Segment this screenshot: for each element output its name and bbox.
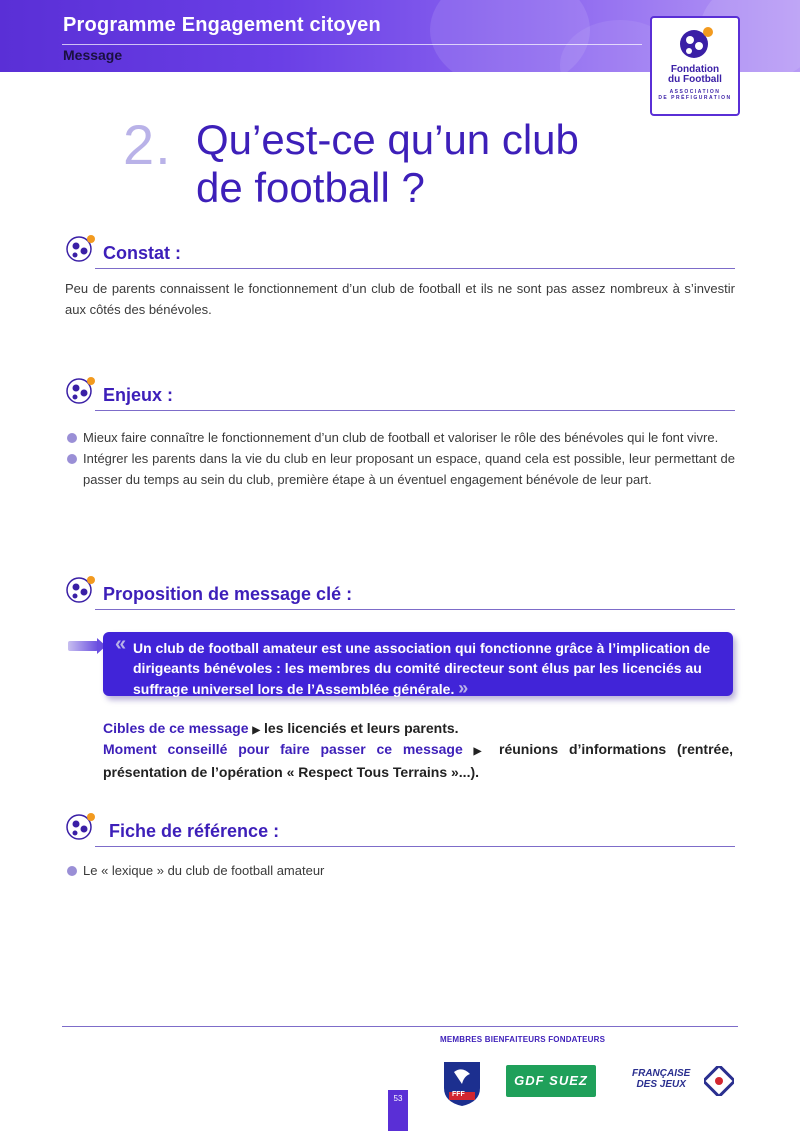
page-number: 53 <box>388 1090 408 1131</box>
fff-logo <box>440 1058 484 1113</box>
section-divider <box>95 609 735 610</box>
cibles-line <box>103 718 733 741</box>
fff-text: FFF <box>452 1091 465 1098</box>
fondation-logo <box>650 16 740 116</box>
logo-line1: Fondation <box>670 64 720 75</box>
quote-open: « <box>115 633 127 655</box>
moment-line <box>103 739 733 783</box>
section-heading-label: Constat : <box>103 243 181 263</box>
page-title <box>196 116 716 212</box>
page-title-line1: Qu’est-ce qu’un club <box>196 116 579 163</box>
section-heading-label: Enjeux : <box>103 385 174 405</box>
football-icon <box>65 233 97 263</box>
quote-close: » <box>458 678 469 698</box>
logo-line4: DE PRÉFIGURATION <box>658 95 732 101</box>
football-icon <box>65 574 97 604</box>
key-message-box <box>103 632 733 696</box>
section-divider <box>95 268 735 269</box>
pointer-icon: ▶ <box>252 725 261 736</box>
list-item: Mieux faire connaître le fonctionnement d’un club de football et valoriser le rôle des bénévoles qui le font vivre. <box>65 427 735 448</box>
list-item: Intégrer les parents dans la vie du club en leur proposant un espace, quand cela est possible, leur permettant de passer du temps au sein du club, première étape à un éventuel engagement bénévole de leur part. <box>65 448 735 490</box>
fdj-logo <box>632 1068 690 1090</box>
logo-line3: ASSOCIATION <box>669 89 721 95</box>
section-number: 2. <box>123 113 172 176</box>
gdf-suez-logo: GDF SUEZ <box>506 1065 596 1097</box>
page-title-line2: de football ? <box>196 164 425 211</box>
cibles-label: Cibles de ce message <box>103 720 249 736</box>
enjeux-list <box>65 427 735 490</box>
section-heading-enjeux <box>65 375 735 411</box>
fdj-clover-icon <box>704 1066 734 1096</box>
section-divider <box>95 410 735 411</box>
section-heading-proposition <box>65 574 735 610</box>
section-divider <box>95 846 735 847</box>
fdj-line1: FRANÇAISE <box>632 1068 691 1079</box>
members-label: MEMBRES BIENFAITEURS FONDATEURS <box>440 1035 606 1044</box>
program-subtitle: Message <box>63 47 123 63</box>
key-message-text: Un club de football amateur est une association qui fonctionne grâce à l’implication de dirigeants bénévoles : les membres du comité directeur sont élus par les licenciés au suffrage universel lors de l’Assemblée générale. <box>133 640 711 697</box>
fdj-line2: DES JEUX <box>636 1079 686 1090</box>
arrow-pointer-icon <box>68 641 98 651</box>
moment-label: Moment conseillé pour faire passer ce message <box>103 741 463 757</box>
section-heading-label: Fiche de référence : <box>109 821 280 841</box>
constat-text: Peu de parents connaissent le fonctionnement d’un club de football et ils ne sont pas assez nombreux à s’investir aux côtés des bénévoles. <box>65 281 735 317</box>
fiche-list <box>65 860 735 881</box>
section-heading-fiche <box>65 811 735 847</box>
cibles-text: les licenciés et leurs parents. <box>264 720 459 736</box>
program-title: Programme Engagement citoyen <box>63 14 381 36</box>
section-heading-label: Proposition de message clé : <box>103 584 353 604</box>
fff-crest-icon <box>440 1058 484 1108</box>
section-heading-constat <box>65 233 735 269</box>
pointer-icon: ▶ <box>473 746 489 757</box>
footer-divider <box>62 1026 738 1027</box>
list-item: Le « lexique » du club de football amateur <box>65 860 735 881</box>
football-icon <box>65 811 97 841</box>
moment-text: réunions d’informations (rentrée, présentation de l’opération « Respect Tous Terrains »...). <box>103 741 733 780</box>
logo-line2: du Football <box>668 74 722 85</box>
banner-divider <box>62 44 642 45</box>
football-icon <box>65 375 97 405</box>
football-logo-icon <box>672 24 718 60</box>
